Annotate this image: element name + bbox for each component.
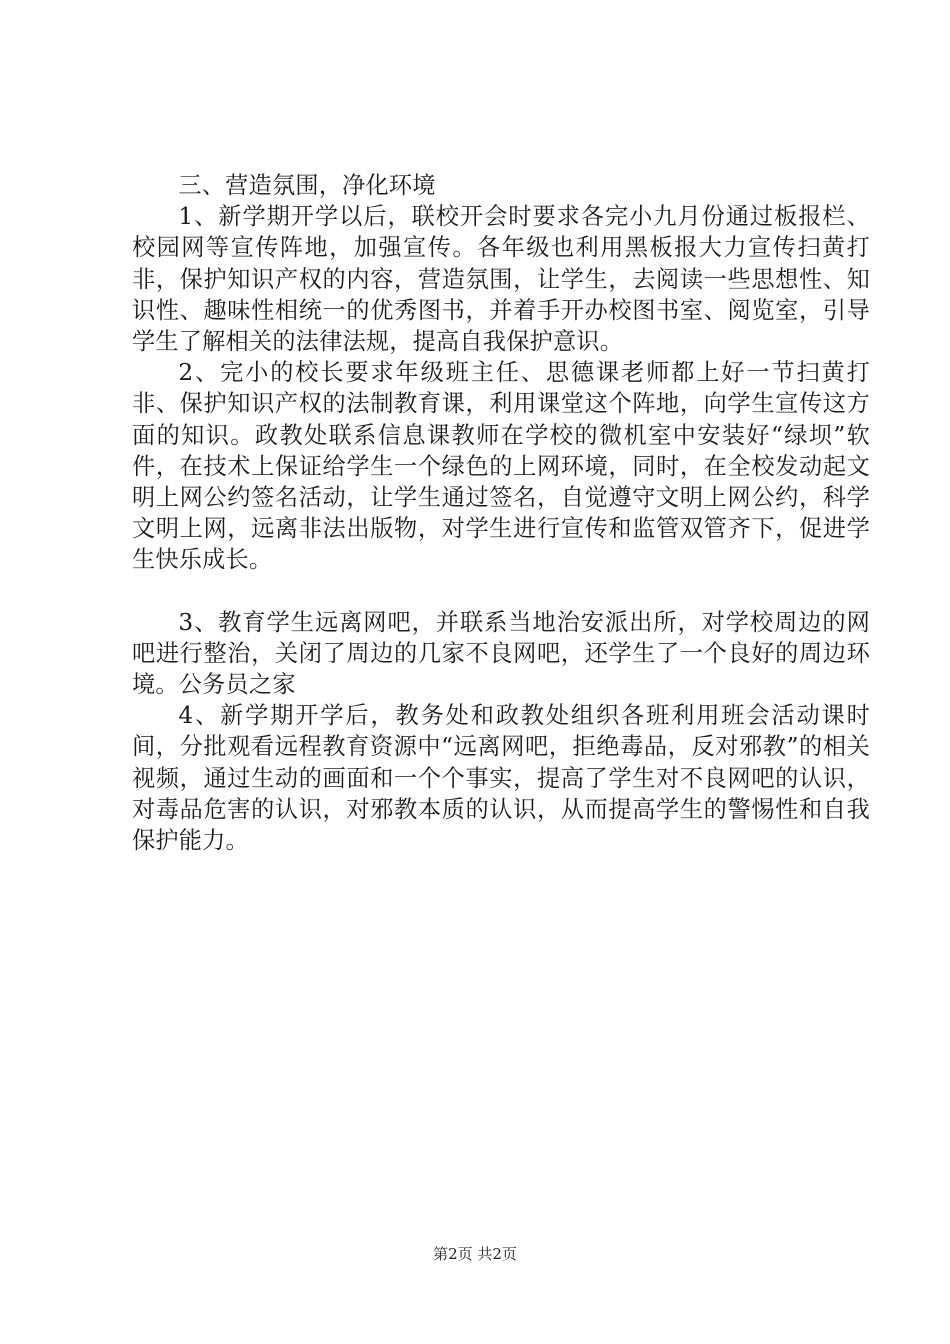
paragraph-1: 1、新学期开学以后，联校开会时要求各完小九月份通过板报栏、校园网等宣传阵地，加强宣传。各年级也利用黑板报大力宣传扫黄打非，保护知识产权的内容，营造氛围，让学生，去阅读一些思想性、知识性、趣味性相统一的优秀图书，并着手开办校图书室、阅览室，引导学生了解相关的法律法规，提高自我保护意识。 [132, 203, 870, 356]
paragraph-4: 4、新学期开学后，教务处和政教处组织各班利用班会活动课时间，分批观看远程教育资源中“远离网吧，拒绝毒品，反对邪教”的相关视频，通过生动的画面和一个个事实，提高了学生对不良网吧的认识，对毒品危害的认识，对邪教本质的认识，从而提高学生的警惕性和自我保护能力。 [132, 702, 870, 855]
section-heading: 三、营造氛围，净化环境 [178, 172, 436, 199]
page-footer: 第2页 共2页 [433, 1245, 517, 1263]
document-body [132, 170, 870, 856]
paragraph-2: 2、完小的校长要求年级班主任、思德课老师都上好一节扫黄打非、保护知识产权的法制教育课，利用课堂这个阵地，向学生宣传这方面的知识。政教处联系信息课教师在学校的微机室中安装好“绿坝”软件，在技术上保证给学生一个绿色的上网环境，同时，在全校发动起文明上网公约签名活动，让学生通过签名，自觉遵守文明上网公约，科学文明上网，远离非法出版物，对学生进行宣传和监管双管齐下，促进学生快乐成长。 [132, 359, 870, 574]
paragraph-3: 3、教育学生远离网吧，并联系当地治安派出所，对学校周边的网吧进行整治，关闭了周边的几家不良网吧，还学生了一个良好的周边环境。公务员之家 [132, 608, 870, 699]
